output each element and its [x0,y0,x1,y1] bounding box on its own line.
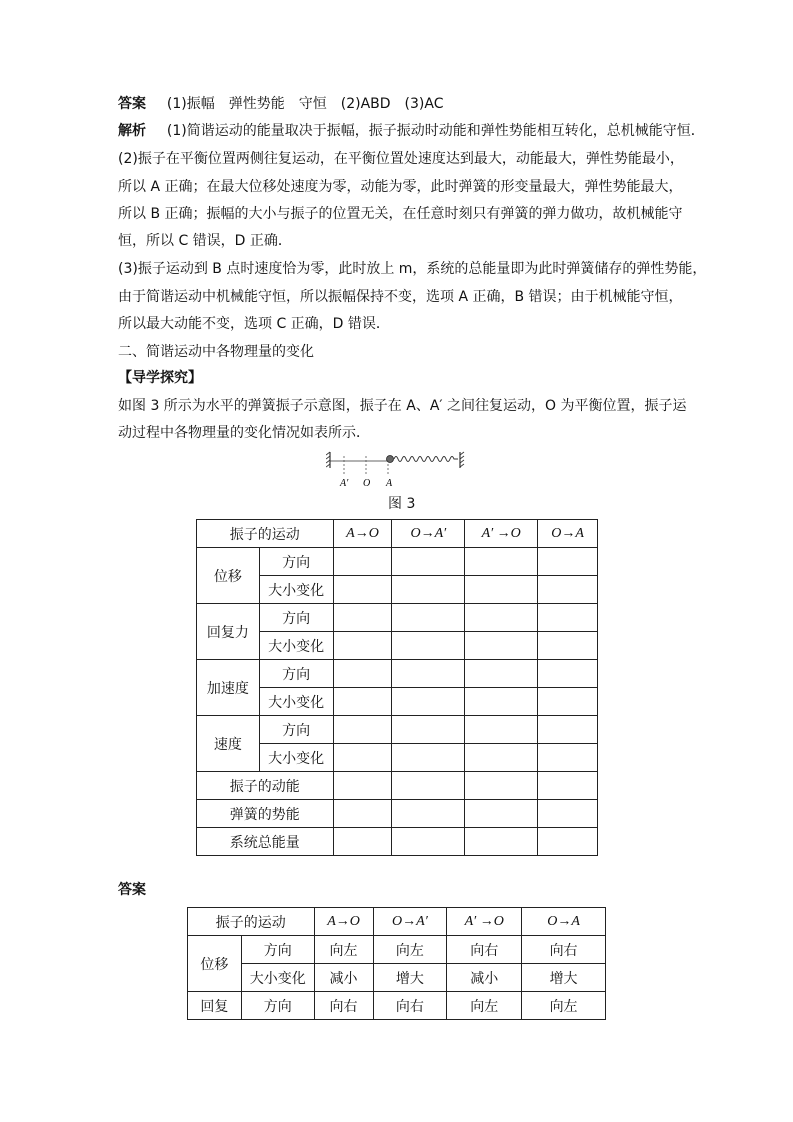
table-row [197,800,598,828]
sub-cell: 方向 [241,992,314,1020]
intro-line-1: 如图 3 所示为水平的弹簧振子示意图，振子在 A、A′ 之间往复运动，O 为平衡位置，振子运 [118,398,687,414]
group-cell: 位移 [197,548,260,604]
motion-quantities-table [196,519,598,856]
figure-label-o: O [363,478,371,489]
single-row-label: 弹簧的势能 [197,800,334,828]
blank-cell[interactable] [465,632,538,660]
blank-cell[interactable] [333,744,392,772]
group-cell: 位移 [188,936,242,992]
header-cell: O→A [538,520,598,548]
sub-cell: 方向 [259,716,333,744]
header-cell: O→A′ [392,520,465,548]
blank-cell[interactable] [392,604,465,632]
blank-cell[interactable] [465,772,538,800]
table-row [197,548,598,576]
sub-cell: 大小变化 [259,744,333,772]
table-row [188,992,606,1020]
blank-cell[interactable] [465,744,538,772]
sub-cell: 方向 [259,604,333,632]
group-cell: 回复力 [197,604,260,660]
blank-cell[interactable] [538,800,598,828]
blank-cell[interactable] [538,576,598,604]
blank-cell[interactable] [538,688,598,716]
header-cell: A′ →O [447,908,522,936]
figure-label-a-prime: A′ [340,478,349,489]
figure-label-a: A [386,478,393,489]
blank-cell[interactable] [392,716,465,744]
blank-cell[interactable] [333,604,392,632]
table-header-row [197,520,598,548]
value-cell: 减小 [314,964,373,992]
blank-cell[interactable] [333,632,392,660]
blank-cell[interactable] [333,548,392,576]
analysis-line-3: 所以 A 正确；在最大位移处速度为零，动能为零，此时弹簧的形变量最大，弹性势能最大， [118,179,683,195]
sub-cell: 大小变化 [259,576,333,604]
answer2-label: 答案 [118,882,146,898]
sub-cell: 方向 [259,660,333,688]
header-cell: O→A′ [373,908,447,936]
value-cell: 减小 [447,964,522,992]
blank-cell[interactable] [465,828,538,856]
blank-cell[interactable] [392,744,465,772]
blank-cell[interactable] [538,716,598,744]
analysis-line-7: 由于简谐运动中机械能守恒，所以振幅保持不变，选项 A 正确，B 错误；由于机械能守恒， [118,289,683,305]
blank-cell[interactable] [465,800,538,828]
analysis-label: 解析 [118,123,146,139]
header-cell: O→A [522,908,606,936]
sub-cell: 大小变化 [241,964,314,992]
blank-cell[interactable] [392,800,465,828]
blank-cell[interactable] [333,716,392,744]
table-row [197,716,598,744]
blank-cell[interactable] [538,744,598,772]
answer-label: 答案 [118,96,146,112]
table-row [188,936,606,964]
header-cell: A→O [314,908,373,936]
table-row [188,964,606,992]
value-cell: 向右 [522,936,606,964]
analysis-line-1 [118,121,705,141]
blank-cell[interactable] [538,660,598,688]
value-cell: 向左 [447,992,522,1020]
table-row [197,828,598,856]
blank-cell[interactable] [465,716,538,744]
header-cell: A→O [333,520,392,548]
blank-cell[interactable] [538,604,598,632]
table-row [197,660,598,688]
value-cell: 向右 [447,936,522,964]
group-cell: 速度 [197,716,260,772]
blank-cell[interactable] [465,660,538,688]
spring-oscillator-figure [326,450,466,492]
answer-line [118,94,443,114]
value-cell: 增大 [373,964,447,992]
value-cell: 向右 [373,992,447,1020]
blank-cell[interactable] [333,800,392,828]
blank-cell[interactable] [333,772,392,800]
blank-cell[interactable] [392,632,465,660]
blank-cell[interactable] [333,828,392,856]
analysis-line-4: 所以 B 正确；振幅的大小与振子的位置无关，在任意时刻只有弹簧的弹力做功，故机械能守 [118,206,683,222]
blank-cell[interactable] [392,660,465,688]
blank-cell[interactable] [465,576,538,604]
value-cell: 向左 [314,936,373,964]
analysis-line-6: (3)振子运动到 B 点时速度恰为零，此时放上 m，系统的总能量即为此时弹簧储存的弹性势能， [118,261,707,277]
value-cell: 向左 [373,936,447,964]
single-row-label: 振子的动能 [197,772,334,800]
figure-caption: 图 3 [388,496,416,512]
blank-cell[interactable] [465,688,538,716]
sub-cell: 方向 [259,548,333,576]
group-cell: 加速度 [197,660,260,716]
blank-cell[interactable] [465,548,538,576]
single-row-label: 系统总能量 [197,828,334,856]
blank-cell[interactable] [392,772,465,800]
table-row [197,772,598,800]
blank-cell[interactable] [392,576,465,604]
blank-cell[interactable] [333,660,392,688]
value-cell: 向左 [522,992,606,1020]
answer-table [187,907,606,1020]
table-row [197,604,598,632]
blank-cell[interactable] [392,828,465,856]
intro-line-2: 动过程中各物理量的变化情况如表所示． [118,425,370,441]
analysis-line-8: 所以最大动能不变，选项 C 正确，D 错误． [118,316,390,332]
sub-cell: 方向 [241,936,314,964]
guide-heading: 【导学探究】 [118,370,202,386]
blank-cell[interactable] [538,828,598,856]
analysis-line-5: 恒，所以 C 错误，D 正确． [118,233,292,249]
value-cell: 增大 [522,964,606,992]
blank-cell[interactable] [538,632,598,660]
sub-cell: 大小变化 [259,688,333,716]
header-cell: 振子的运动 [188,908,315,936]
blank-cell[interactable] [538,772,598,800]
value-cell: 向右 [314,992,373,1020]
section-title: 二、简谐运动中各物理量的变化 [118,344,314,360]
analysis-line-2: (2)振子在平衡位置两侧往复运动，在平衡位置处速度达到最大，动能最大，弹性势能最小， [118,151,684,167]
header-cell: 振子的运动 [197,520,334,548]
blank-cell[interactable] [465,604,538,632]
header-cell: A′ →O [465,520,538,548]
blank-cell[interactable] [392,688,465,716]
blank-cell[interactable] [392,548,465,576]
analysis-text: (1)简谐运动的能量取决于振幅，振子振动时动能和弹性势能相互转化，总机械能守恒． [166,123,705,139]
blank-cell[interactable] [538,548,598,576]
blank-cell[interactable] [333,576,392,604]
blank-cell[interactable] [333,688,392,716]
answer-table-header-row [188,908,606,936]
sub-cell: 大小变化 [259,632,333,660]
answer-text: (1)振幅 弹性势能 守恒 (2)ABD (3)AC [166,96,444,112]
group-cell: 回复 [188,992,242,1020]
